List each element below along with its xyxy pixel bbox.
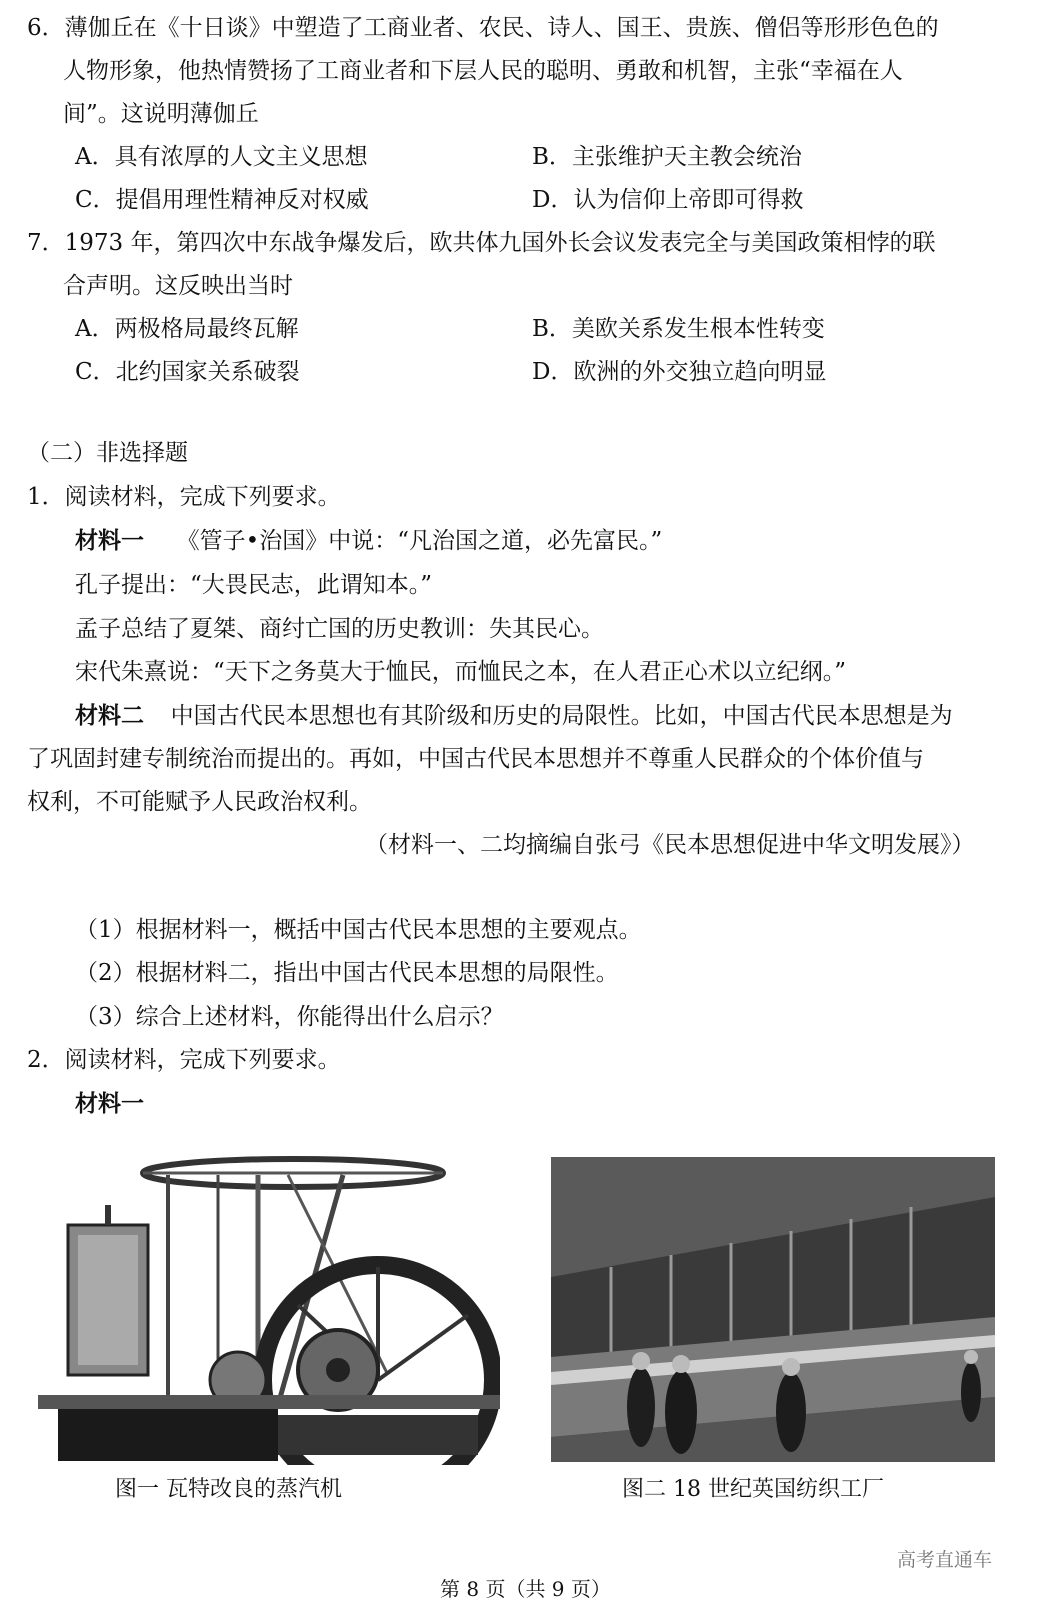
q7-option-a: A．两极格局最终瓦解: [75, 316, 299, 342]
textile-factory-illustration: [551, 1157, 995, 1462]
q6-option-d: D．认为信仰上帝即可得救: [532, 187, 804, 213]
figure2-caption: 图二 18 世纪英国纺织工厂: [622, 1477, 884, 1502]
material2-text-1: 中国古代民本思想也有其阶级和历史的局限性。比如，中国古代民本思想是为: [170, 703, 953, 729]
q7-option-c: C．北约国家关系破裂: [75, 359, 300, 385]
q6-stem-line-3: 间”。这说明薄伽丘: [63, 101, 259, 127]
s2q2-material1-label: 材料一: [75, 1090, 144, 1117]
figure1-caption: 图一 瓦特改良的蒸汽机: [115, 1477, 342, 1502]
q6-option-b: B．主张维护天主教会统治: [532, 144, 802, 170]
s2q1-sub-1: （1）根据材料一，概括中国古代民本思想的主要观点。: [75, 917, 642, 943]
s2q1-material1-line-4: 宋代朱熹说：“天下之务莫大于恤民，而恤民之本，在人君正心术以立纪纲。”: [75, 659, 847, 685]
q7-option-b: B．美欧关系发生根本性转变: [532, 316, 825, 342]
s2q1-material1-line-3: 孟子总结了夏桀、商纣亡国的历史教训：失其民心。: [75, 616, 604, 642]
material1-label: 材料一: [75, 527, 144, 554]
q7-stem-line-1: 7．1973 年，第四次中东战争爆发后，欧共体九国外长会议发表完全与美国政策相悖的联: [27, 230, 936, 256]
s2q1-stem: 1．阅读材料，完成下列要求。: [27, 484, 341, 510]
q6-stem-line-2: 人物形象，他热情赞扬了工商业者和下层人民的聪明、勇敢和机智，主张“幸福在人: [63, 58, 903, 84]
q7-stem-line-2: 合声明。这反映出当时: [63, 273, 293, 299]
q6-option-c: C．提倡用理性精神反对权威: [75, 187, 369, 213]
q7-option-d: D．欧洲的外交独立趋向明显: [532, 359, 827, 385]
q6-stem-line-1: 6．薄伽丘在《十日谈》中塑造了工商业者、农民、诗人、国王、贵族、僧侣等形形色色的: [27, 15, 939, 41]
steam-engine-figure: [38, 1145, 500, 1465]
s2q1-material1-line-2: 孔子提出：“大畏民志，此谓知本。”: [75, 572, 433, 598]
s2q1-material2-line-1: [75, 700, 953, 732]
s2q2-stem: 2．阅读材料，完成下列要求。: [27, 1047, 341, 1073]
section-title: （二）非选择题: [27, 440, 188, 466]
s2q1-sub-3: （3）综合上述材料，你能得出什么启示？: [75, 1004, 504, 1030]
material-source: （材料一、二均摘编自张弓《民本思想促进中华文明发展》）: [365, 832, 975, 858]
s2q1-material1-line-1: [75, 525, 662, 557]
textile-factory-figure: [551, 1157, 995, 1462]
s2q1-sub-2: （2）根据材料二，指出中国古代民本思想的局限性。: [75, 960, 619, 986]
material1-text-1: 《管子•治国》中说：“凡治国之道，必先富民。”: [176, 528, 663, 554]
steam-engine-illustration: [38, 1145, 500, 1465]
material2-label: 材料二: [75, 702, 144, 729]
s2q1-material2-line-3: 权利，不可能赋予人民政治权利。: [27, 789, 372, 815]
s2q1-material2-line-2: 了巩固封建专制统治而提出的。再如，中国古代民本思想并不尊重人民群众的个体价值与: [27, 746, 924, 772]
q6-option-a: A．具有浓厚的人文主义思想: [75, 144, 368, 170]
watermark: 高考直通车: [897, 1549, 993, 1571]
page-number: 第 8 页（共 9 页）: [440, 1577, 611, 1601]
